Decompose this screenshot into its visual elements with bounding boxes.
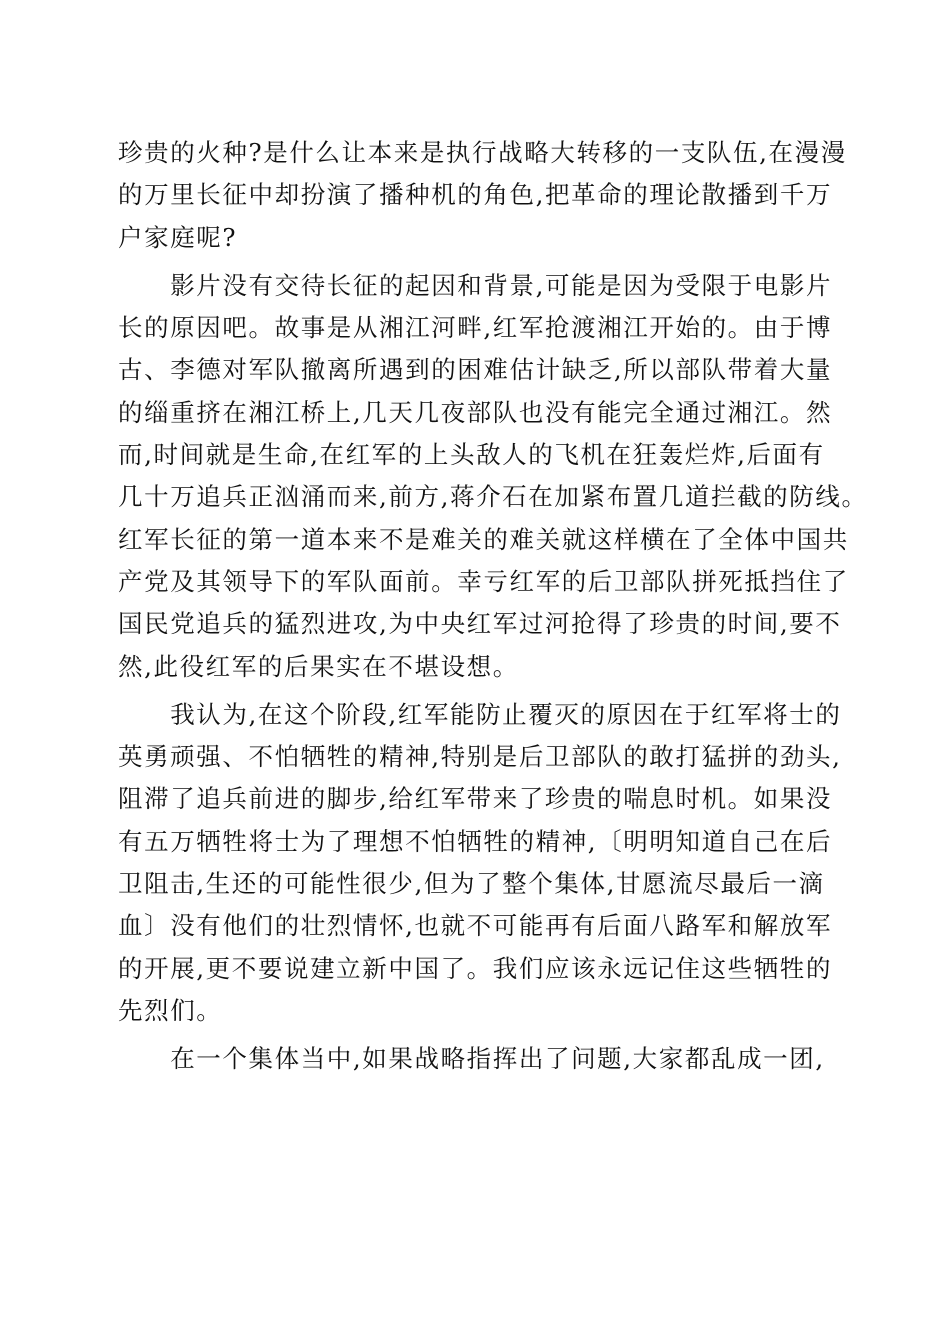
text-line: 先烈们。: [118, 995, 223, 1025]
text-line: 长的原因吧。故事是从湘江河畔,红军抢渡湘江开始的。由于博: [118, 313, 833, 343]
text-line: 影片没有交待长征的起因和背景,可能是因为受限于电影片: [118, 270, 833, 300]
text-line: 有五万牺牲将士为了理想不怕牺牲的精神,〔明明知道自己在后: [118, 826, 833, 856]
text-line: 而,时间就是生命,在红军的上头敌人的飞机在狂轰烂炸,后面有: [118, 440, 825, 470]
text-line: 血〕没有他们的壮烈情怀,也就不可能再有后面八路军和解放军: [118, 911, 833, 941]
text-line: 珍贵的火种?是什么让本来是执行战略大转移的一支队伍,在漫漫: [118, 138, 847, 167]
text-line: 户家庭呢?: [118, 222, 238, 252]
text-line: 产党及其领导下的军队面前。幸亏红军的后卫部队拼死抵挡住了: [118, 566, 849, 596]
text-line: 红军长征的第一道本来不是难关的难关就这样横在了全体中国共: [118, 524, 849, 554]
body-text: [118, 132, 868, 1081]
text-line: 的开展,更不要说建立新中国了。我们应该永远记住这些牺牲的: [118, 953, 833, 983]
text-line: 英勇顽强、不怕牺牲的精神,特别是后卫部队的敢打猛拼的劲头,: [118, 742, 842, 772]
text-line: 在一个集体当中,如果战略指挥出了问题,大家都乱成一团,: [118, 1044, 825, 1074]
text-line: 几十万追兵正汹涌而来,前方,蒋介石在加紧布置几道拦截的防线。: [118, 482, 868, 512]
text-line: 卫阻击,生还的可能性很少,但为了整个集体,甘愿流尽最后一滴: [118, 869, 825, 899]
text-line: 我认为,在这个阶段,红军能防止覆灭的原因在于红军将士的: [118, 699, 842, 729]
text-line: 国民党追兵的猛烈进攻,为中央红军过河抢得了珍贵的时间,要不: [118, 609, 842, 639]
text-line: 阻滞了追兵前进的脚步,给红军带来了珍贵的喘息时机。如果没: [118, 784, 833, 814]
text-line: 的缁重挤在湘江桥上,几天几夜部队也没有能完全通过湘江。然: [118, 397, 833, 427]
text-line: 的万里长征中却扮演了播种机的角色,把革命的理论散播到千万: [118, 180, 833, 210]
text-line: 古、李德对军队撤离所遇到的困难估计缺乏,所以部队带着大量: [118, 355, 833, 385]
text-line: 然,此役红军的后果实在不堪设想。: [118, 651, 519, 681]
